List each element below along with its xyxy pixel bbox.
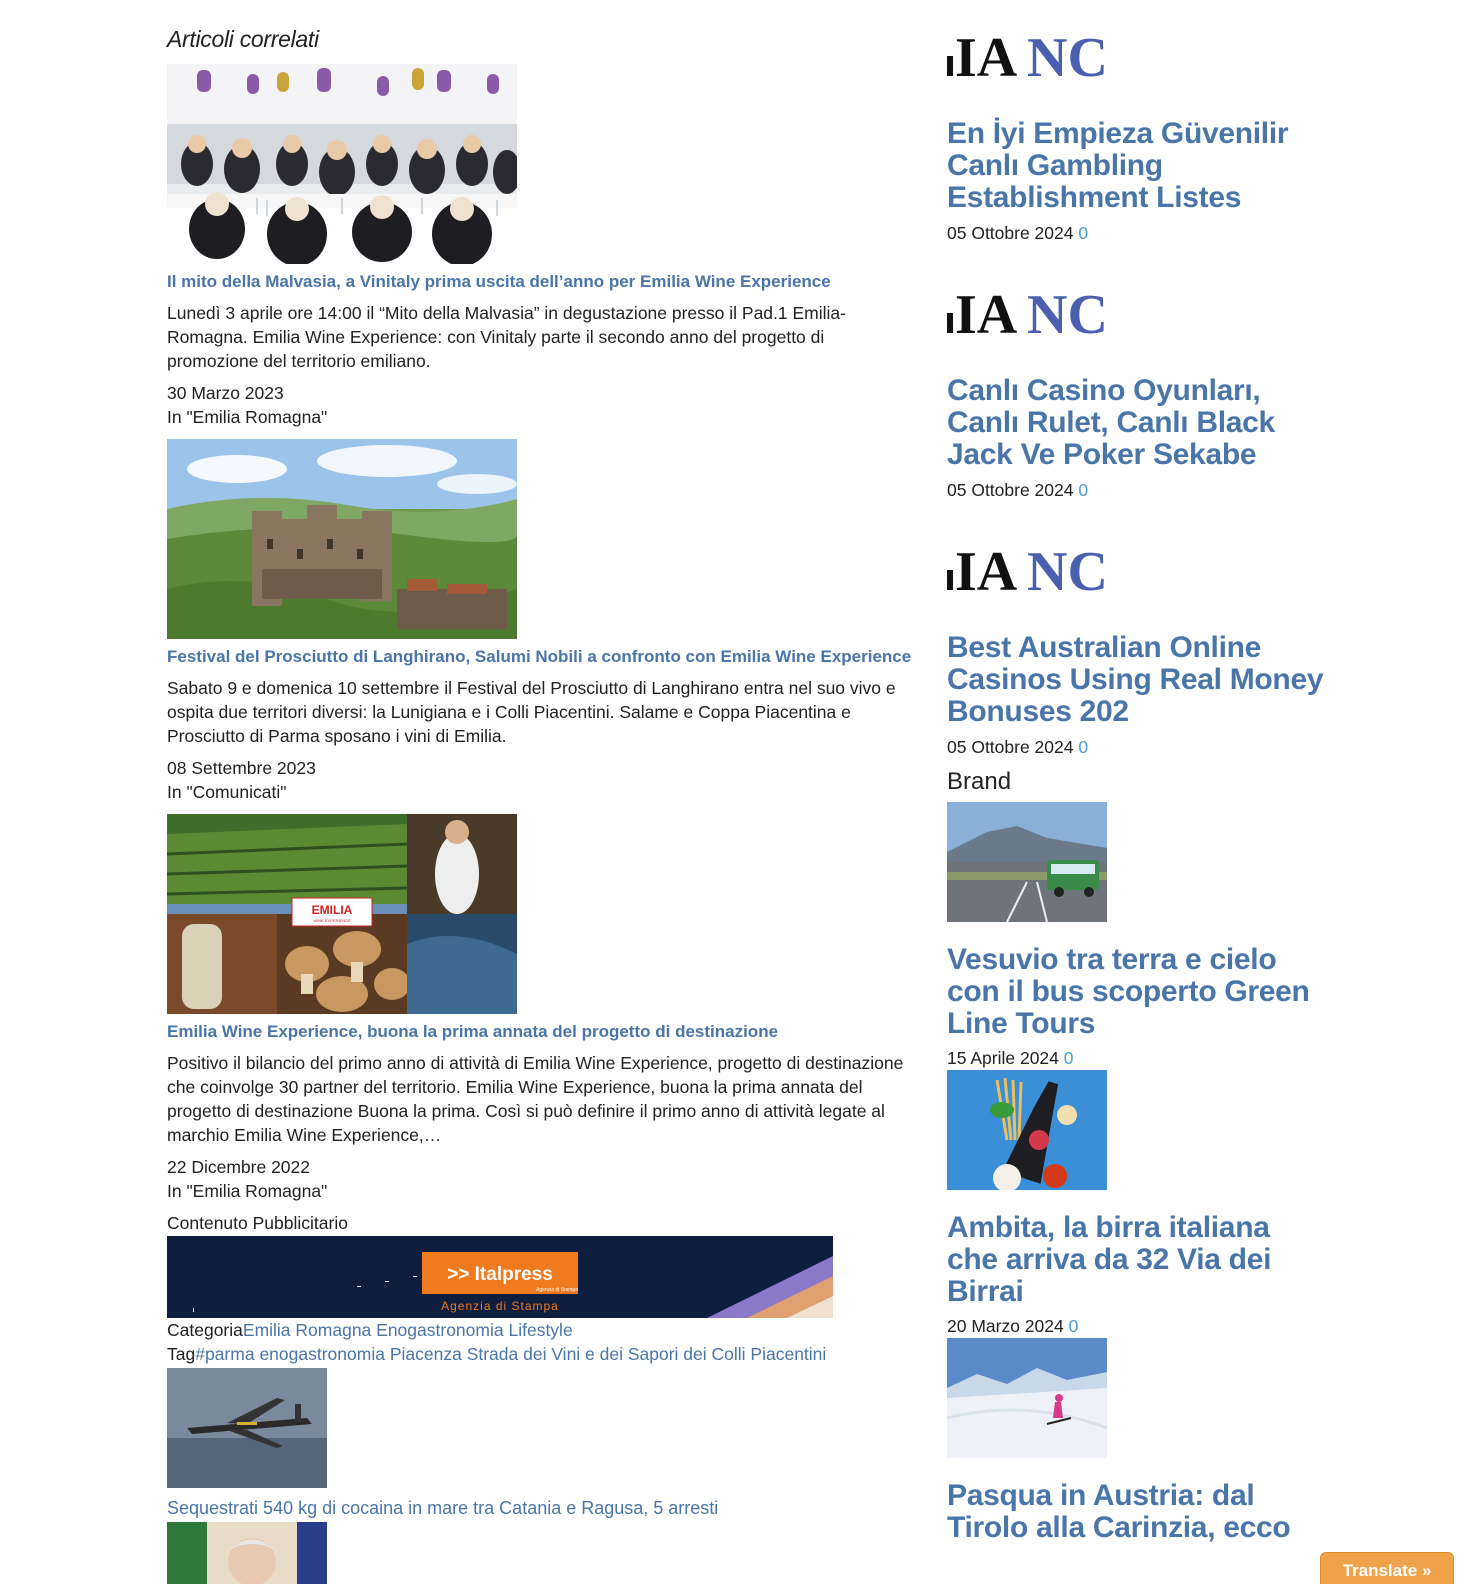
brand-post-date: 20 Marzo 2024	[947, 1316, 1064, 1336]
skier-image	[947, 1338, 1107, 1458]
portrait-image	[167, 1522, 327, 1584]
italpress-tagline: Agenzia di Stampa	[441, 1299, 559, 1313]
emilia-badge: EMILIA	[311, 903, 353, 917]
related-item	[167, 814, 912, 1203]
related-category: In "Emilia Romagna"	[167, 1181, 328, 1201]
related-excerpt: Lunedì 3 aprile ore 14:00 il “Mito della Malvasia” in degustazione presso il Pad.1 Emilia-Romagna. Emilia Wine Experience: con Vinitaly parte il secondo anno del progetto di promozione del territorio emiliano.	[167, 303, 846, 371]
wine-tasting-image	[167, 64, 517, 264]
sidebar-post-title[interactable]: En İyi Empieza Güvenilir Canlı Gambling Establishment Listes	[947, 117, 1289, 214]
comment-count-link[interactable]: 0	[1078, 737, 1089, 757]
related-thumb-malvasia[interactable]	[167, 64, 517, 264]
sidebar-post	[947, 30, 1327, 245]
ianc-logo-icon	[947, 544, 1109, 596]
tag-link[interactable]: Piacenza	[389, 1344, 462, 1364]
related-title-link[interactable]: Il mito della Malvasia, a Vinitaly prima uscita dell’anno per Emilia Wine Experience	[167, 272, 831, 291]
related-title-link[interactable]: Festival del Prosciutto di Langhirano, Salumi Nobili a confronto con Emilia Wine Experience	[167, 647, 912, 666]
sidebar-post-date: 05 Ottobre 2024	[947, 737, 1074, 757]
comment-count-link[interactable]: 0	[1063, 1048, 1074, 1068]
tag-label: Tag	[167, 1344, 196, 1364]
sidebar-post-title[interactable]: Best Australian Online Casinos Using Real Money Bonuses 202	[947, 631, 1324, 728]
main-content	[167, 26, 912, 1584]
related-thumb-collage[interactable]	[167, 814, 517, 1014]
brand-post	[947, 1070, 1327, 1338]
brand-post-title[interactable]: Pasqua in Austria: dal Tirolo alla Carinzia, ecco	[947, 1479, 1291, 1544]
logo-text-black: IA	[955, 30, 1018, 82]
related-date: 22 Dicembre 2022	[167, 1157, 310, 1177]
tag-link[interactable]: enogastronomia	[259, 1344, 385, 1364]
brand-post-meta	[947, 1046, 1327, 1070]
italpress-ad-banner[interactable]	[167, 1236, 833, 1318]
related-title-link[interactable]: Emilia Wine Experience, buona la prima annata del progetto di destinazione	[167, 1022, 779, 1041]
category-label: Categoria	[167, 1320, 243, 1340]
sidebar-post-title[interactable]: Canlı Casino Oyunları, Canlı Rulet, Canlı Black Jack Ve Poker Sekabe	[947, 374, 1275, 471]
sidebar-post	[947, 287, 1327, 502]
logo-text-blue: NC	[1027, 287, 1108, 339]
related-heading: Articoli correlati	[167, 26, 319, 52]
category-link[interactable]: Lifestyle	[508, 1320, 573, 1340]
ianc-logo-icon	[947, 287, 1109, 339]
food-collage-image	[167, 814, 517, 1014]
tag-link[interactable]: Strada dei Vini e dei Sapori dei Colli Piacentini	[466, 1344, 827, 1364]
category-link[interactable]: Emilia Romagna	[242, 1320, 372, 1340]
sidebar-post-meta	[947, 735, 1327, 759]
logo-text-black: IA	[955, 544, 1018, 596]
post-title-link[interactable]: Sequestrati 540 kg di cocaina in mare tra Catania e Ragusa, 5 arresti	[167, 1498, 719, 1518]
ianc-logo-icon	[947, 30, 1109, 82]
brand-post-title[interactable]: Ambita, la birra italiana che arriva da 32 Via dei Birrai	[947, 1211, 1272, 1308]
brand-thumb-austria[interactable]	[947, 1338, 1107, 1458]
logo-text-blue: NC	[1027, 544, 1108, 596]
brand-post-date: 15 Aprile 2024	[947, 1048, 1059, 1068]
related-date: 30 Marzo 2023	[167, 383, 284, 403]
category-line	[167, 1318, 912, 1342]
sidebar-post-meta	[947, 478, 1327, 502]
italpress-banner-image	[167, 1236, 833, 1318]
italpress-brand: >> Italpress	[447, 1264, 553, 1285]
logo-text-blue: NC	[1027, 30, 1108, 82]
related-excerpt: Sabato 9 e domenica 10 settembre il Festival del Prosciutto di Langhirano entra nel suo vivo e ospita due territori diversi: la Lunigiana e i Colli Piacentini. Salame e Coppa Piacentina e Prosciutto di Parma sposano i vini di Emilia.	[167, 678, 896, 746]
brand-thumb-ambita[interactable]	[947, 1070, 1107, 1190]
sidebar-post-date: 05 Ottobre 2024	[947, 480, 1074, 500]
tag-line	[167, 1342, 912, 1366]
related-date: 08 Settembre 2023	[167, 758, 316, 778]
brand-heading: Brand	[947, 768, 1012, 795]
post-thumb-aircraft[interactable]	[167, 1368, 327, 1488]
ianc-logo[interactable]	[947, 287, 1327, 339]
related-category: In "Comunicati"	[167, 782, 287, 802]
bus-road-image	[947, 802, 1107, 922]
ianc-logo[interactable]	[947, 544, 1327, 596]
sidebar-post-meta	[947, 221, 1327, 245]
beer-bottle-image	[947, 1070, 1107, 1190]
brand-post	[947, 802, 1327, 1070]
brand-post-title[interactable]: Vesuvio tra terra e cielo con il bus scoperto Green Line Tours	[947, 943, 1310, 1040]
brand-post	[947, 1338, 1327, 1544]
category-link[interactable]: Enogastronomia	[376, 1320, 504, 1340]
ad-label: Contenuto Pubblicitario	[167, 1213, 348, 1233]
related-category: In "Emilia Romagna"	[167, 407, 328, 427]
sidebar-post	[947, 544, 1327, 759]
ianc-logo[interactable]	[947, 30, 1327, 82]
logo-text-black: IA	[955, 287, 1018, 339]
translate-button[interactable]: Translate »	[1320, 1552, 1454, 1584]
related-item	[167, 64, 912, 429]
related-thumb-castle[interactable]	[167, 439, 517, 639]
post-thumb-portrait[interactable]	[167, 1522, 327, 1584]
comment-count-link[interactable]: 0	[1078, 480, 1089, 500]
brand-post-meta	[947, 1314, 1327, 1338]
comment-count-link[interactable]: 0	[1078, 223, 1089, 243]
related-item	[167, 439, 912, 804]
emilia-badge-sub: WINE EXPERIENCE	[313, 918, 351, 923]
aircraft-image	[167, 1368, 327, 1488]
comment-count-link[interactable]: 0	[1068, 1316, 1079, 1336]
castle-landscape-image	[167, 439, 517, 639]
sidebar	[947, 30, 1327, 1544]
italpress-brand-sub: Agenzia di Stampa	[536, 1287, 578, 1293]
brand-thumb-vesuvio[interactable]	[947, 802, 1107, 922]
related-excerpt: Positivo il bilancio del primo anno di attività di Emilia Wine Experience, progetto di destinazione che coinvolge 30 partner del territorio. Emilia Wine Experience, buona la prima annata del progetto di destinazione Buona la prima. Così si può definire il primo anno di attività legate al marchio Emilia Wine Experience,…	[167, 1053, 904, 1145]
sidebar-post-date: 05 Ottobre 2024	[947, 223, 1074, 243]
tag-link[interactable]: #parma	[195, 1344, 255, 1364]
